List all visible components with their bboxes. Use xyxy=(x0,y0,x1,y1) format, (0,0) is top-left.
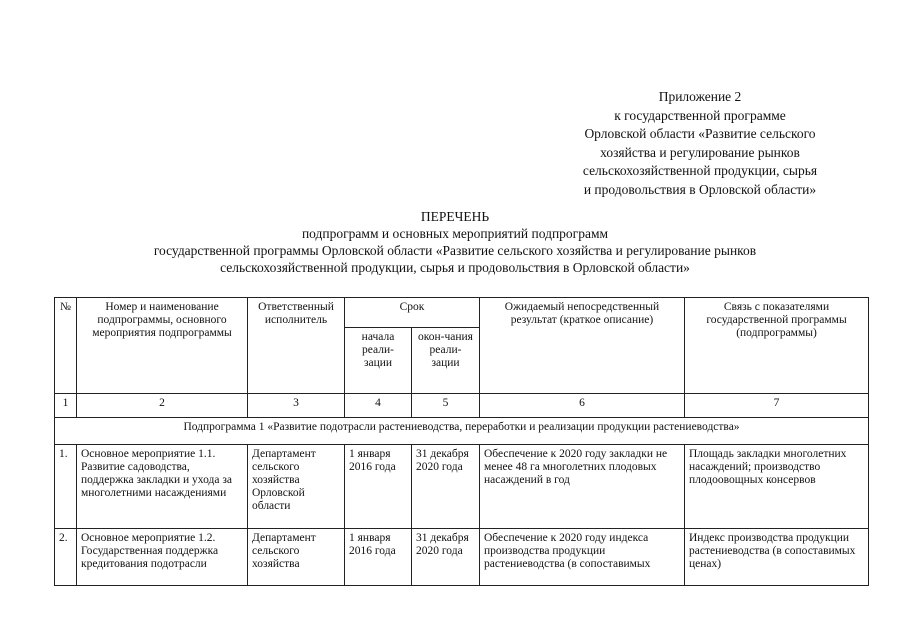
row-name: Основное мероприятие 1.2. Государственная поддержка кредитования подотрасли xyxy=(77,529,248,586)
appendix-line: Орловской области «Развитие сельского xyxy=(584,126,816,141)
row-executor: Департамент сельского хозяйства xyxy=(248,529,345,586)
header-no: № xyxy=(55,298,77,394)
appendix-block xyxy=(540,88,860,199)
appendix-line: сельскохозяйственной продукции, сырья xyxy=(582,163,818,178)
header-start: начала реали-зации xyxy=(345,328,412,394)
row-start: 1 января 2016 года xyxy=(345,445,412,529)
table-row xyxy=(55,445,869,529)
heading-line: сельскохозяйственной продукции, сырья и продовольствия в Орловской области» xyxy=(220,260,690,275)
row-start: 1 января 2016 года xyxy=(345,529,412,586)
row-name: Основное мероприятие 1.1. Развитие садоводства, поддержка закладки и ухода за многолетними насаждениями xyxy=(77,445,248,529)
heading-line: государственной программы Орловской области «Развитие сельского хозяйства и регулирование рынков xyxy=(153,243,757,258)
row-number: 2. xyxy=(55,529,77,586)
row-end: 31 декабря 2020 года xyxy=(412,529,480,586)
appendix-line: к государственной программе xyxy=(614,107,786,123)
row-number: 1. xyxy=(55,445,77,529)
appendix-line: и продовольствия в Орловской области» xyxy=(583,181,817,197)
column-number: 6 xyxy=(480,394,685,418)
row-executor: Департамент сельского хозяйства Орловской области xyxy=(248,445,345,529)
header-term: Срок xyxy=(345,298,480,328)
column-number: 3 xyxy=(248,394,345,418)
column-number: 5 xyxy=(412,394,480,418)
appendix-line: хозяйства и регулирование рынков xyxy=(600,144,800,160)
row-end: 31 декабря 2020 года xyxy=(412,445,480,529)
column-number-row xyxy=(55,394,869,418)
column-number: 4 xyxy=(345,394,412,418)
header-executor: Ответственный исполнитель xyxy=(248,298,345,394)
row-result: Обеспечение к 2020 году индекса производства продукции растениеводства (в сопоставимых xyxy=(480,529,685,586)
document-title: ПЕРЕЧЕНЬ xyxy=(420,209,490,224)
header-result: Ожидаемый непосредственный результат (краткое описание) xyxy=(480,298,685,394)
appendix-line: Приложение 2 xyxy=(658,89,742,104)
header-link: Связь с показателями государственной программы (подпрограммы) xyxy=(685,298,869,394)
row-link: Индекс производства продукции растениеводства (в сопоставимых ценах) xyxy=(685,529,869,586)
row-result: Обеспечение к 2020 году закладки не менее 48 га многолетних плодовых насаждений в год xyxy=(480,445,685,529)
heading-line: подпрограмм и основных мероприятий подпрограмм xyxy=(301,226,609,241)
document-heading xyxy=(60,208,850,276)
header-end: окон-чания реали-зации xyxy=(412,328,480,394)
measures-table xyxy=(54,297,869,586)
row-link: Площадь закладки многолетних насаждений; производство плодоовощных консервов xyxy=(685,445,869,529)
column-number: 1 xyxy=(55,394,77,418)
column-number: 7 xyxy=(685,394,869,418)
header-name: Номер и наименование подпрограммы, основного мероприятия подпрограммы xyxy=(77,298,248,394)
column-number: 2 xyxy=(77,394,248,418)
subprogram-title: Подпрограмма 1 «Развитие подотрасли растениеводства, переработки и реализации продукции растениеводства» xyxy=(55,418,869,445)
table-row xyxy=(55,529,869,586)
